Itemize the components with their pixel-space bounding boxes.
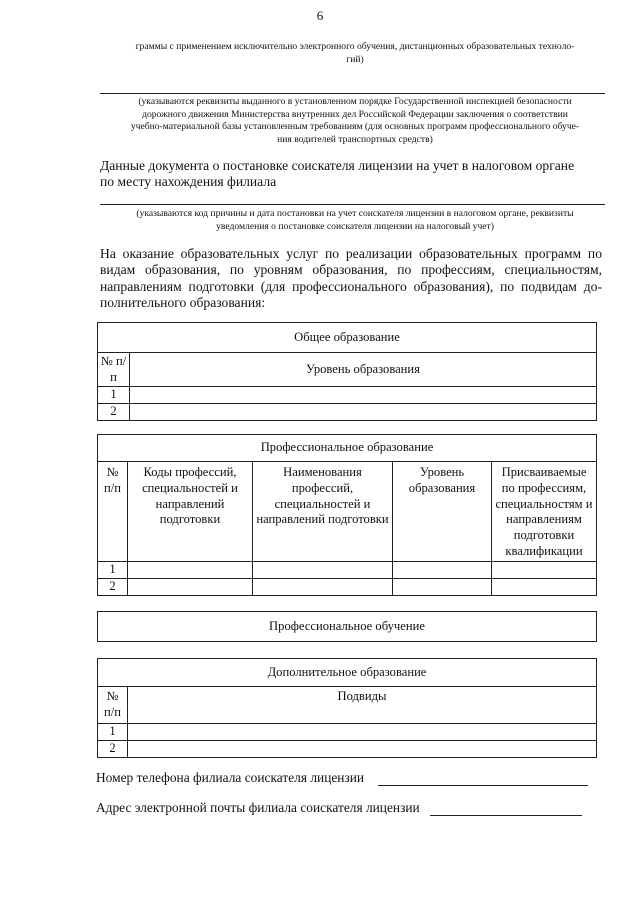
traffic-note-line4: ния водителей транспортных средств)	[277, 133, 433, 145]
general-row-2-num: 2	[98, 404, 130, 421]
header-fragment-line2: гий)	[346, 53, 364, 65]
prof-names-header: Наименования профессий, специальностей и направлений подготовки	[253, 462, 393, 562]
tax-line1: Данные документа о постановке соискателя лицензии на учет в налоговом органе	[100, 158, 575, 173]
traffic-note-line1: (указываются реквизиты выданного в установленном порядке Государственной инспекцией безопасности	[138, 96, 572, 107]
prof-row-2-level[interactable]	[393, 579, 492, 596]
professional-education-table	[97, 434, 597, 596]
prof-row-1-num: 1	[98, 562, 128, 579]
prof-level-header: Уровень образования	[393, 462, 492, 562]
traffic-requisites-line	[100, 93, 605, 94]
prof-row-1-level[interactable]	[393, 562, 492, 579]
general-num-header: № п/п	[98, 353, 130, 387]
email-label: Адрес электронной почты филиала соискателя лицензии	[96, 800, 420, 815]
tax-note-line1: (указываются код причины и дата постановки на учет соискателя лицензии в налоговом органе, реквизиты	[136, 208, 574, 219]
additional-education-table	[97, 658, 597, 758]
prof-row-1-qualifications[interactable]	[492, 562, 597, 579]
additional-row-1-subtype[interactable]	[128, 724, 597, 741]
traffic-note-line2: дорожного движения Министерства внутренних дел Российской Федерации заключения о соответствии	[142, 108, 568, 120]
general-row-1-num: 1	[98, 387, 130, 404]
additional-subtypes-header: Подвиды	[128, 687, 597, 724]
tax-line2: по месту нахождения филиала	[100, 174, 277, 190]
tax-note-line2: уведомления о постановке соискателя лицензии на налоговый учет)	[216, 220, 494, 232]
header-fragment	[100, 41, 610, 66]
general-row-2-level[interactable]	[130, 404, 597, 421]
professional-education-title: Профессиональное образование	[98, 435, 597, 462]
general-education-table	[97, 322, 597, 421]
tax-registration-text	[100, 158, 605, 191]
prof-row-1-codes[interactable]	[128, 562, 253, 579]
general-level-header: Уровень образования	[130, 353, 597, 387]
additional-num-header: № п/п	[98, 687, 128, 724]
professional-training-table	[97, 611, 597, 642]
additional-row-1-num: 1	[98, 724, 128, 741]
prof-codes-header: Коды профессий, специальностей и направлений подготовки	[128, 462, 253, 562]
tax-requisites-line	[100, 204, 605, 205]
services-line4: полнительного образования:	[100, 294, 266, 310]
services-line2: видам образования, по уровням образования, по профессиям, специальностям,	[100, 262, 602, 278]
professional-training-title: Профессиональное обучение	[98, 612, 597, 642]
phone-label: Номер телефона филиала соискателя лицензии	[96, 770, 365, 785]
header-fragment-line1: граммы с применением исключительно электронного обучения, дистанционных образовательных техноло-	[135, 41, 575, 52]
prof-row-2-qualifications[interactable]	[492, 579, 597, 596]
phone-field-line[interactable]	[378, 785, 588, 786]
services-line1: На оказание образовательных услуг по реализации образовательных программ по	[100, 246, 602, 261]
additional-row-2-num: 2	[98, 741, 128, 758]
prof-row-2-num: 2	[98, 579, 128, 596]
tax-note	[100, 208, 610, 233]
additional-education-title: Дополнительное образование	[98, 659, 597, 687]
general-row-1-level[interactable]	[130, 387, 597, 404]
prof-num-header: № п/п	[98, 462, 128, 562]
prof-qualifications-header: Присваиваемые по профессиям, специальностям и направлениям подготовки квалификации	[492, 462, 597, 562]
general-education-title: Общее образование	[98, 323, 597, 353]
traffic-note-line3: учебно-материальной базы установленным требованиям (для основных программ профессионального обуче-	[130, 121, 580, 133]
services-paragraph	[100, 246, 602, 311]
prof-row-2-codes[interactable]	[128, 579, 253, 596]
prof-row-1-names[interactable]	[253, 562, 393, 579]
services-line3: направлениям подготовки (для профессионального образования), по подвидам до-	[100, 278, 602, 294]
prof-row-2-names[interactable]	[253, 579, 393, 596]
email-field-line[interactable]	[430, 815, 582, 816]
page-number: 6	[316, 8, 324, 23]
additional-row-2-subtype[interactable]	[128, 741, 597, 758]
traffic-note	[100, 96, 610, 146]
